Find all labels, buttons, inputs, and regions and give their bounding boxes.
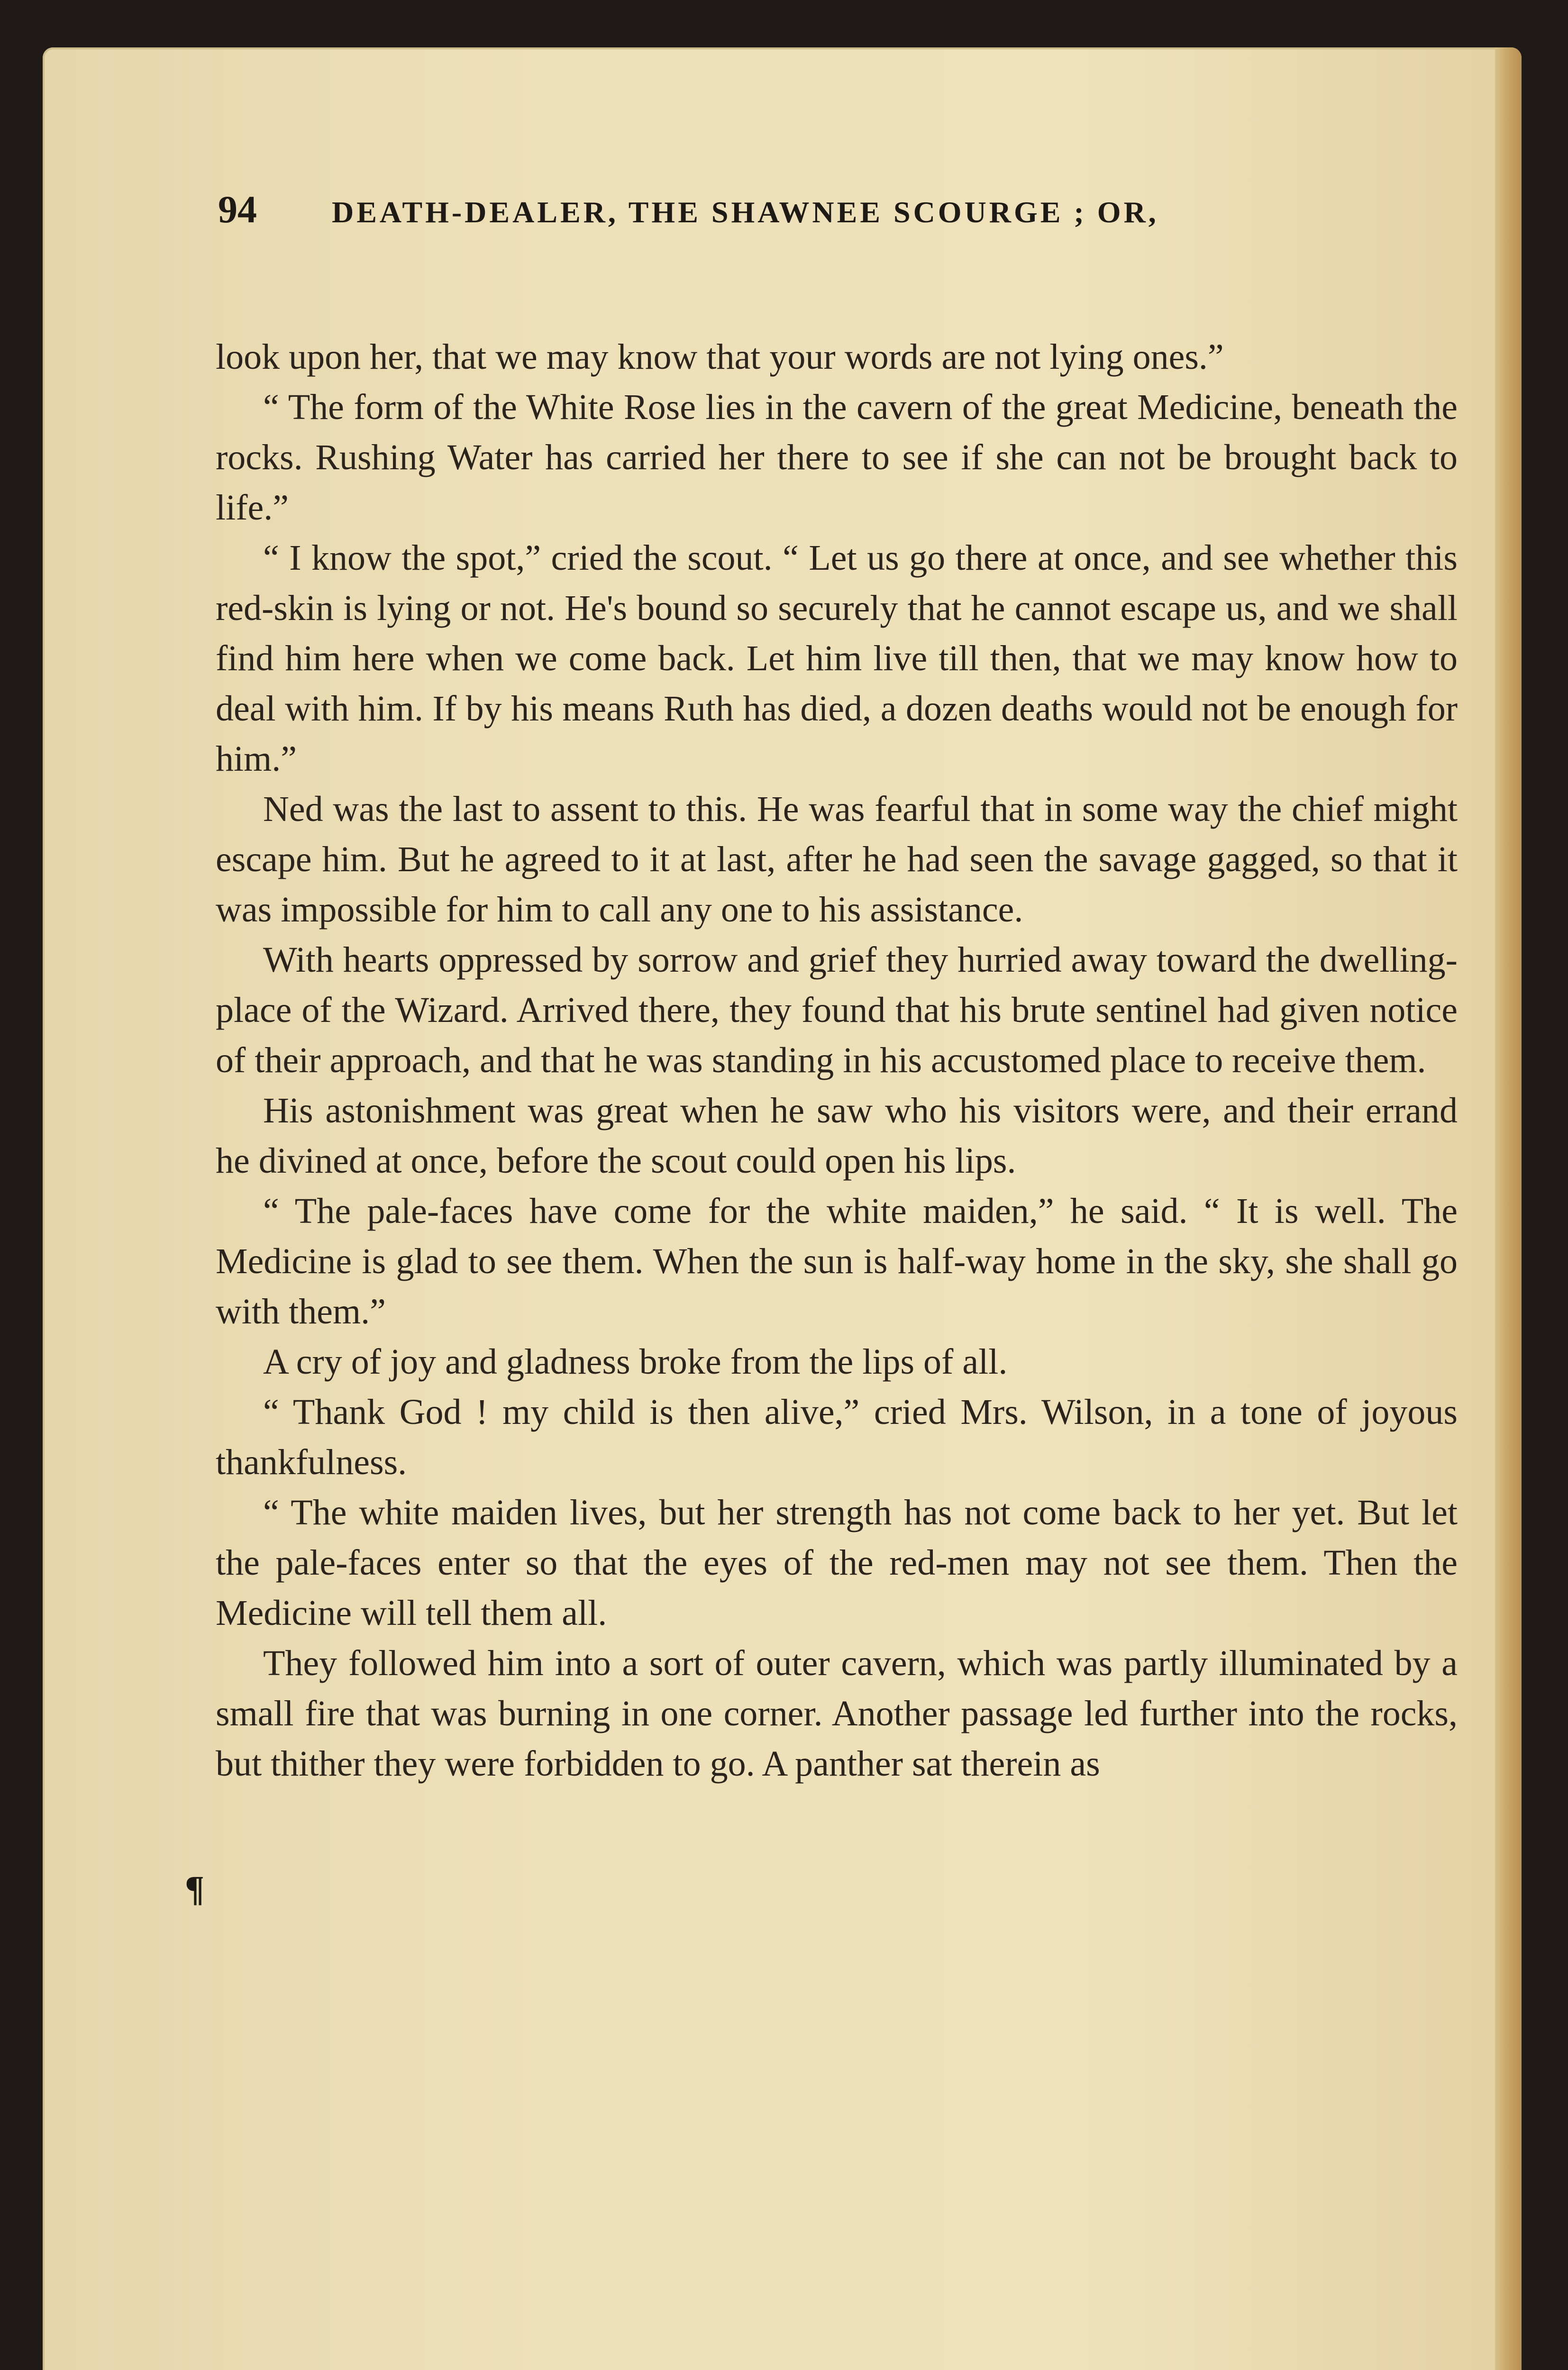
paragraph-1: look upon her, that we may know that your words are not lying ones.” bbox=[216, 337, 1224, 377]
page-header bbox=[218, 187, 1450, 249]
paragraph-8: A cry of joy and gladness broke from the lips of all. bbox=[263, 1342, 1008, 1382]
paragraph-3: “ I know the spot,” cried the scout. “ Let us go there at once, and see whether this red-skin is lying or not. He's bound so securely that he cannot escape us, and we shall find him here when we come back. Let him live till then, that we may know how to deal with him. If by his means Ruth has died, a dozen deaths would not be enough for him.” bbox=[216, 538, 1458, 779]
margin-mark: ¶ bbox=[185, 1869, 205, 1909]
paragraph-5: With hearts oppressed by sorrow and grief they hurried away toward the dwelling-place of the Wizard. Arrived there, they found that his brute sentinel had given notice of their approach, and that he was standing in his accustomed place to receive them. bbox=[216, 940, 1458, 1080]
paragraph-2: “ The form of the White Rose lies in the cavern of the great Medicine, beneath the rocks. Rushing Water has carried her there to see if she can not be brought back to life.” bbox=[216, 387, 1458, 528]
book-page bbox=[43, 47, 1522, 2370]
body-text bbox=[216, 332, 1458, 1789]
paragraph-6: His astonishment was great when he saw who his visitors were, and their errand he divined at once, before the scout could open his lips. bbox=[216, 1091, 1458, 1181]
paragraph-10: “ The white maiden lives, but her strength has not come back to her yet. But let the pale-faces enter so that the eyes of the red-men may not see them. Then the Medicine will tell them all. bbox=[216, 1493, 1458, 1633]
running-head: DEATH-DEALER, THE SHAWNEE SCOURGE ; OR, bbox=[332, 195, 1159, 229]
page-number: 94 bbox=[218, 188, 257, 231]
paragraph-11: They followed him into a sort of outer cavern, which was partly illuminated by a small fire that was burning in one corner. Another passage led further into the rocks, but thither they were forbidden to go. A panther sat therein as bbox=[216, 1643, 1458, 1784]
paragraph-9: “ Thank God ! my child is then alive,” cried Mrs. Wilson, in a tone of joyous thankfulness. bbox=[216, 1392, 1458, 1482]
page-edge bbox=[1495, 47, 1522, 2370]
paragraph-4: Ned was the last to assent to this. He was fearful that in some way the chief might escape him. But he agreed to it at last, after he had seen the savage gagged, so that it was impossible for him to call any one to his assistance. bbox=[216, 789, 1458, 930]
paragraph-7: “ The pale-faces have come for the white maiden,” he said. “ It is well. The Medicine is glad to see them. When the sun is half-way home in the sky, she shall go with them.” bbox=[216, 1191, 1458, 1331]
